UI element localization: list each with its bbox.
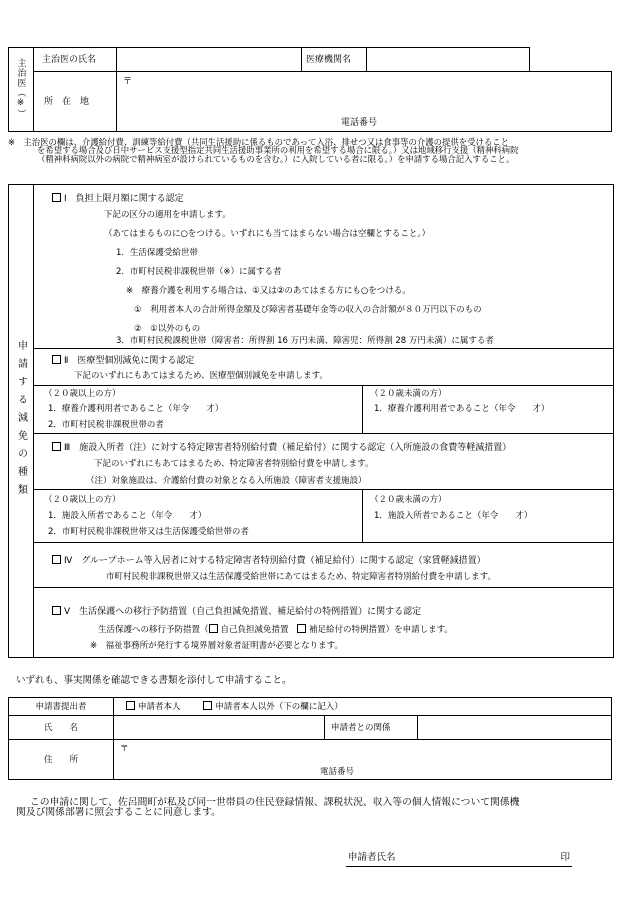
doctor-note-line: ※ 主治医の欄は、介護給付費、訓練等給付費（共同生活援助に係るものであって入浴、排せつ又は食事等の介護の提供を受けること: [8, 137, 510, 147]
opt-other[interactable]: 申請者本人以外（下の欄に記入）: [183, 702, 343, 712]
section-1-title: Ⅰ 負担上限月額に関する認定: [64, 194, 184, 204]
s1-line: 下記の区分の適用を申請します。: [104, 210, 231, 220]
section-5-title: Ⅴ 生活保護への移行予防措置（自己負担減免措置、補足給付の特例措置）に関する認定: [64, 607, 422, 617]
section-1: [34, 185, 613, 345]
s2-left-option-2[interactable]: 2．市町村民税非課税世帯の者: [48, 420, 164, 430]
section-5-checkbox[interactable]: [52, 606, 61, 615]
section-5: [34, 587, 613, 658]
section-4: [34, 542, 613, 587]
consent-text: [16, 798, 620, 818]
s5-opt2-checkbox[interactable]: [297, 624, 306, 633]
s2-right-option-1[interactable]: 1．療養介護利用者であること（年令 才）: [374, 404, 550, 414]
section-4-checkbox-row[interactable]: [52, 555, 486, 566]
section-2-checkbox[interactable]: [52, 355, 61, 364]
section-2-age-grid: [34, 385, 613, 434]
submitter-name-label: 氏 名: [43, 722, 78, 733]
s1-line: （あてはまるものに○をつける。いずれにも当てはまらない場合は空欄とすること。）: [104, 229, 431, 239]
s3-left-head: （２０歳以上の方）: [44, 495, 121, 505]
submitter-table: [8, 697, 612, 780]
signature-line[interactable]: [346, 852, 572, 867]
consent-line: 関及び関係部署に照会することに同意します。: [16, 806, 221, 818]
s1-option-1[interactable]: 1．生活保護受給世帯: [116, 248, 198, 258]
submitter-address-label: 住 所: [43, 754, 78, 765]
section-4-title: Ⅳ グループホーム等入居者に対する特定障害者特別給付費（補足給付）に関する認定（家賃軽減措置）: [64, 556, 486, 566]
s2-left-option-1[interactable]: 1．療養介護利用者であること（年令 才）: [48, 404, 224, 414]
s4-line: 市町村民税非課税世帯又は生活保護受給世帯にあてはまるため、特定障害者特別給付費を申請します。: [106, 572, 496, 582]
attach-note: いずれも、事実関係を確認できる書類を添付して申請すること。: [16, 675, 292, 686]
section-3-title: Ⅲ 施設入所者（注）に対する特定障害者特別給付費（補足給付）に関する認定（入所施設の食費等軽減措置）: [64, 443, 512, 453]
submitter-name-field[interactable]: [114, 716, 325, 740]
doctor-phone-label: 電話番号: [341, 118, 378, 128]
address-label-cell: [34, 72, 117, 132]
section-2-title: Ⅱ 医療型個別減免に関する認定: [64, 356, 195, 366]
doctor-note-line: （精神科病院以外の病院で精神病室が設けられているものを含む。）に入院している者に限る。）を申請する場合記入すること。: [37, 153, 515, 164]
consent-line: この申請に関して、佐呂間町が私及び同一世帯員の住民登録情報、課税状況、収入等の個人情報について関係機: [30, 797, 520, 808]
doctor-table: [8, 47, 612, 132]
submitter-address-label-cell: [9, 740, 114, 780]
reduction-side-cell: [9, 185, 34, 657]
doctor-address-field[interactable]: [117, 72, 530, 132]
doctor-phone-field[interactable]: [530, 72, 612, 132]
section-1-checkbox[interactable]: [52, 193, 61, 202]
s3-right-option-1[interactable]: 1．施設入所者であること（年令 才）: [374, 511, 533, 521]
section-5-checkbox-row[interactable]: [52, 606, 421, 617]
doctor-note: [8, 138, 620, 163]
signature-label: 申請者氏名: [348, 852, 396, 863]
submitter-phone-label: 電話番号: [320, 766, 355, 777]
doctor-side-label: 主治医（※）: [15, 57, 26, 119]
s1-option-2[interactable]: 2．市町村民税非課税世帯（※）に属する者: [116, 267, 282, 277]
postal-mark: 〒: [123, 77, 133, 87]
section-3-age-grid: [34, 489, 613, 542]
section-3-checkbox-row[interactable]: [52, 442, 511, 453]
institution-field[interactable]: [367, 48, 530, 72]
s2-left-head: （２０歳以上の方）: [44, 389, 121, 399]
submitter-name-label-cell: [9, 716, 114, 740]
section-2: [34, 348, 613, 385]
seal-mark: 印: [560, 852, 570, 863]
section-4-checkbox[interactable]: [52, 555, 61, 564]
section-3-checkbox[interactable]: [52, 442, 61, 451]
reduction-box: [8, 184, 614, 658]
submitter-label-cell: [9, 698, 114, 716]
submitter-options: [114, 698, 612, 716]
s3-right-head: （２０歳未満の方）: [370, 495, 447, 505]
relation-label-cell: [325, 716, 418, 740]
reduction-side-label: 申請する減免の種類: [15, 340, 27, 502]
relation-field[interactable]: [418, 716, 612, 740]
s3-left-option-2[interactable]: 2．市町村民税非課税世帯又は生活保護受給世帯の者: [48, 527, 249, 537]
submitter-label: 申請書提出者: [35, 701, 87, 712]
s2-right-head: （２０歳未満の方）: [370, 389, 447, 399]
doctor-name-label-cell: [34, 48, 117, 72]
s3-line: 下記のいずれにもあてはまるため、特定障害者特別給付費を申請します。: [94, 459, 374, 469]
doctor-note-line: を希望する場合及び日中サービス支援型指定共同生活援助事業所の利用を希望する場合に限る。）又は地域移行支援（精神科病院: [37, 145, 519, 156]
s3-note: （注）対象施設は、介護給付費の対象となる入所施設（障害者支援施設）: [86, 476, 367, 486]
s3-left-option-1[interactable]: 1．施設入所者であること（年令 才）: [48, 511, 207, 521]
doctor-name-field[interactable]: [117, 48, 302, 72]
s1-sub-option-1[interactable]: ① 利用者本人の合計所得金額及び障害者基礎年金等の収入の合計額が８０万円以下のもの: [134, 305, 482, 315]
s5-opt1-label: 自己負担減免措置: [220, 625, 289, 635]
s5-opt1-checkbox[interactable]: [209, 624, 218, 633]
s2-line: 下記のいずれにもあてはまるため、医療型個別減免を申請します。: [74, 371, 328, 381]
doctor-side-cell: [9, 48, 34, 132]
section-1-checkbox-row[interactable]: [52, 193, 184, 204]
opt-self[interactable]: 申請者本人: [114, 702, 181, 712]
section-2-checkbox-row[interactable]: [52, 355, 194, 366]
submitter-postal-mark: 〒: [120, 744, 129, 754]
section-3: [34, 433, 613, 489]
institution-label-cell: [302, 48, 367, 72]
opt-other-checkbox[interactable]: [203, 701, 212, 710]
s5-line: 生活保護への移行予防措置（ 自己負担減免措置 補足給付の特例措置）を申請します。: [98, 625, 453, 635]
opt-self-checkbox[interactable]: [126, 701, 135, 710]
doctor-address-label: 所 在 地: [44, 96, 90, 107]
relation-label: 申請者との関係: [331, 722, 391, 733]
s1-line: ※ 療養介護を利用する場合は、①又は②のあてはまる方にも○をつける。: [126, 286, 411, 296]
s1-option-3[interactable]: 3．市町村民税課税世帯（障害者：所得割 16 万円未満、障害児：所得割 28 万円未満）に属する者: [116, 336, 494, 346]
s5-opt2-label: 補足給付の特例措置: [309, 625, 386, 635]
submitter-address-field[interactable]: [114, 740, 612, 780]
s1-sub-option-2[interactable]: ② ①以外のもの: [134, 324, 201, 334]
doctor-name-label: 主治医の氏名: [42, 54, 97, 65]
s5-note: ※ 福祉事務所が発行する境界層対象者証明書が必要となります。: [90, 641, 343, 651]
institution-label: 医療機関名: [306, 54, 352, 65]
